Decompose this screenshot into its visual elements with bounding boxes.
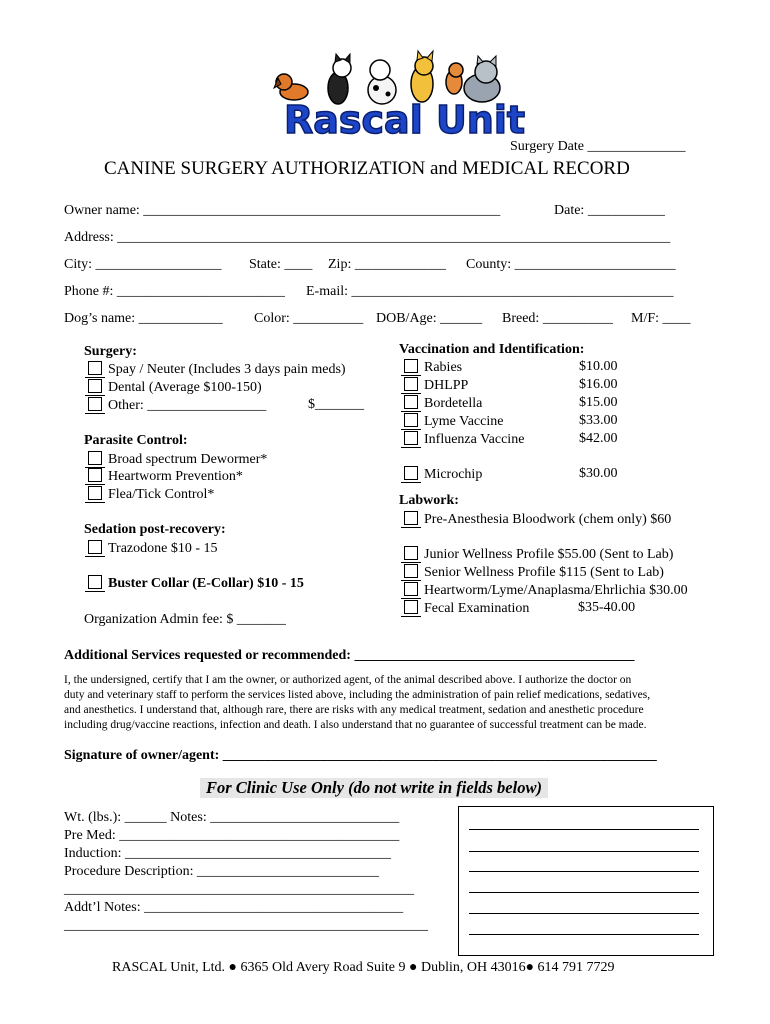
county-field[interactable]: County: _______________________ [466,257,676,272]
procedure-continuation-line[interactable]: __________________________________________________ [64,882,414,897]
checkbox[interactable] [404,511,418,525]
checkbox[interactable] [404,395,418,409]
state-field[interactable]: State: ____ [249,257,313,272]
checkbox[interactable] [88,575,102,589]
checkbox[interactable] [404,546,418,560]
footer-address: RASCAL Unit, Ltd. ● 6365 Old Avery Road Suite 9 ● Dublin, OH 43016● 614 791 7729 [112,960,615,975]
procedure-description-field[interactable]: Procedure Description: __________________________ [64,864,379,879]
additional-notes-continuation-line[interactable]: ____________________________________________________ [64,918,428,933]
sex-field[interactable]: M/F: ____ [631,311,691,326]
checkbox[interactable] [88,379,102,393]
vaccine-price: $42.00 [579,431,618,446]
notes-line [469,851,699,852]
admin-fee-field[interactable]: Organization Admin fee: $ _______ [84,612,286,627]
color-field[interactable]: Color: __________ [254,311,364,326]
signature-field[interactable]: Signature of owner/agent: ______________________________________________________________ [64,748,657,763]
microchip-price: $30.00 [579,466,618,481]
notes-line [469,829,699,830]
labwork-option-junior[interactable]: Junior Wellness Profile $55.00 (Sent to Lab) [404,546,673,563]
surgery-date-field[interactable]: Surgery Date ______________ [510,139,686,154]
sedation-option-trazodone[interactable]: Trazodone $10 - 15 [88,540,218,557]
notes-line [469,934,699,935]
labwork-option-senior[interactable]: Senior Wellness Profile $115 (Sent to Lab) [404,564,664,581]
checkbox[interactable] [88,361,102,375]
parasite-option-flea[interactable]: Flea/Tick Control* [88,486,214,503]
labwork-option-fecal[interactable]: Fecal Examination [404,600,529,617]
phone-field[interactable]: Phone #: ________________________ [64,284,285,299]
sedation-heading: Sedation post-recovery: [84,522,226,537]
labwork-option-heartworm[interactable]: Heartworm/Lyme/Anaplasma/Ehrlichia $30.00 [404,582,688,599]
parasite-option-heartworm[interactable]: Heartworm Prevention* [88,468,243,485]
additional-notes-field[interactable]: Addt’l Notes: _____________________________________ [64,900,404,915]
checkbox[interactable] [404,359,418,373]
checkbox[interactable] [404,564,418,578]
logo-text: Rascal Unit [284,98,526,142]
dog-name-field[interactable]: Dog’s name: ____________ [64,311,223,326]
additional-services-field[interactable]: Additional Services requested or recommended: ________________________________________ [64,648,635,663]
date-field[interactable]: Date: ___________ [554,203,665,218]
logo [272,48,526,144]
email-field[interactable]: E-mail: ______________________________________________ [306,284,674,299]
weight-notes-field[interactable]: Wt. (lbs.): ______ Notes: ___________________________ [64,810,400,825]
other-price-field[interactable]: $_______ [308,397,364,412]
clinic-use-banner: For Clinic Use Only (do not write in fields below) [200,778,548,798]
surgery-option-spay[interactable]: Spay / Neuter (Includes 3 days pain meds) [88,361,346,378]
page-title: CANINE SURGERY AUTHORIZATION and MEDICAL RECORD [104,158,630,179]
owner-name-field[interactable]: Owner name: ___________________________________________________ [64,203,501,218]
labwork-heading: Labwork: [399,493,459,508]
checkbox[interactable] [404,466,418,480]
checkbox[interactable] [404,377,418,391]
vaccine-option-dhlpp[interactable]: DHLPP [404,377,468,394]
checkbox[interactable] [404,413,418,427]
microchip-option[interactable]: Microchip [404,466,482,483]
vaccine-option-rabies[interactable]: Rabies [404,359,462,376]
zip-field[interactable]: Zip: _____________ [328,257,446,272]
checkbox[interactable] [88,451,102,465]
consent-line-1: I, the undersigned, certify that I am the owner, or authorized agent, of the animal described above. I authorize the doctor on [64,674,632,686]
consent-line-3: and anesthetics. I understand that, although rare, there are risks with any medical treatment, sedation and anesthetic procedure [64,704,644,716]
vaccination-heading: Vaccination and Identification: [399,342,585,357]
address-field[interactable]: Address: _______________________________________________________________________________ [64,230,671,245]
vaccine-price: $15.00 [579,395,618,410]
induction-field[interactable]: Induction: ______________________________________ [64,846,392,861]
dob-field[interactable]: DOB/Age: ______ [376,311,483,326]
checkbox[interactable] [88,540,102,554]
notes-line [469,913,699,914]
pre-med-field[interactable]: Pre Med: ________________________________________ [64,828,400,843]
surgery-heading: Surgery: [84,344,137,359]
parasite-heading: Parasite Control: [84,433,188,448]
breed-field[interactable]: Breed: __________ [502,311,613,326]
notes-line [469,892,699,893]
sedation-option-buster-collar[interactable]: Buster Collar (E-Collar) $10 - 15 [88,575,304,592]
checkbox[interactable] [404,600,418,614]
surgery-option-dental[interactable]: Dental (Average $100-150) [88,379,262,396]
checkbox[interactable] [88,468,102,482]
consent-line-2: duty and veterinary staff to perform the services listed above, including the administration of pain relief medications, sedatives, [64,689,651,701]
consent-line-4: including drug/vaccine reactions, infection and death. I also understand that no guarantee of successful treatment can be made. [64,719,647,731]
vaccine-option-lyme[interactable]: Lyme Vaccine [404,413,503,430]
checkbox[interactable] [404,431,418,445]
checkbox[interactable] [88,397,102,411]
parasite-option-dewormer[interactable]: Broad spectrum Dewormer* [88,451,267,468]
vaccine-option-bordetella[interactable]: Bordetella [404,395,482,412]
vaccine-price: $16.00 [579,377,618,392]
labwork-option-bloodwork[interactable]: Pre-Anesthesia Bloodwork (chem only) $60 [404,511,671,528]
notes-line [469,871,699,872]
clinic-notes-box[interactable] [458,806,714,956]
vaccine-price: $33.00 [579,413,618,428]
vaccine-price: $10.00 [579,359,618,374]
checkbox[interactable] [404,582,418,596]
surgery-option-other[interactable]: Other: _________________ [88,397,266,414]
vaccine-option-influenza[interactable]: Influenza Vaccine [404,431,524,448]
city-field[interactable]: City: __________________ [64,257,222,272]
checkbox[interactable] [88,486,102,500]
fecal-price: $35-40.00 [578,600,636,615]
